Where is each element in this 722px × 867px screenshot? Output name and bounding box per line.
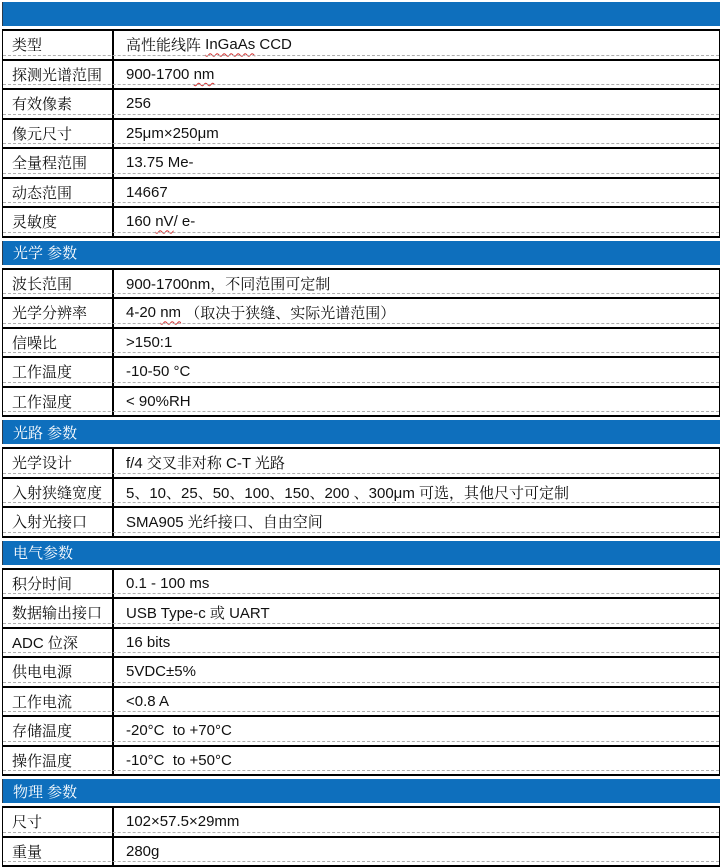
spec-label-cell [3,299,114,327]
section-title: 物理 参数 [13,783,78,801]
spec-value-text: SMA905 光纤接口、自由空间 [126,514,323,532]
spec-row [3,477,719,507]
spec-value-text: -20°C to +70°C [126,722,232,740]
spec-row [3,327,719,357]
spec-label-cell [3,449,114,477]
spec-label: 光学设计 [12,455,73,473]
spec-label: 数据输出接口 [12,605,103,623]
spec-label: 尺寸 [12,814,43,832]
misspelled-word: nm [160,304,182,322]
spec-value-cell [114,599,719,627]
spec-row [3,686,719,716]
spec-label: 工作湿度 [12,393,73,411]
misspelled-word: nV [155,213,174,231]
spec-value-text: 高性能线阵 [126,37,206,55]
spec-value-text: f/4 交叉非对称 C-T 光路 [126,455,285,473]
spec-value-cell [114,179,719,207]
spec-value-text: 102×57.5×29mm [126,813,240,831]
spec-label-cell [3,61,114,89]
spec-label: 光学分辨率 [12,305,88,323]
spec-value-cell [114,658,719,686]
spec-value-cell [114,329,719,357]
spec-value-text: 160 [126,213,156,231]
spec-label: 像元尺寸 [12,125,73,143]
spec-label-cell [3,717,114,745]
spec-label-cell [3,31,114,59]
spec-label: 类型 [12,37,43,55]
spec-value-text: CCD [255,36,292,54]
spec-row [3,59,719,89]
spec-row-group [2,29,720,238]
spec-row [3,268,719,298]
spec-label-cell [3,208,114,236]
spec-row [3,745,719,775]
spec-value-text: 25μm×250μm [126,124,219,142]
spec-value-cell [114,61,719,89]
spec-label: 波长范围 [12,275,73,293]
spec-row [3,627,719,657]
spec-label-cell [3,658,114,686]
spec-value-cell [114,479,719,507]
spec-value-text: 256 [126,95,152,113]
spec-row [3,356,719,386]
section-header-band [2,241,720,265]
spec-label-cell [3,179,114,207]
spec-label: 动态范围 [12,184,73,202]
spec-value-text: 900-1700nm，不同范围可定制 [126,275,331,293]
spec-value-text: 900-1700 [126,65,194,83]
spec-value-text: -10-50 °C [126,363,191,381]
spec-label-cell [3,838,114,866]
spec-value-text: （取决于狭缝、实际光谱范围） [181,305,396,323]
spec-value-text: 4-20 [126,304,161,322]
spec-row [3,715,719,745]
spec-label-cell [3,747,114,775]
spec-value-cell [114,449,719,477]
spec-label: ADC 位深 [12,634,78,652]
spec-value-cell [114,570,719,598]
spec-row [3,836,719,866]
section-title: 光学 参数 [13,245,78,262]
spec-label-cell [3,388,114,416]
spec-value-cell [114,299,719,327]
spec-row-group [2,447,720,538]
spec-value-text: / e- [173,213,196,231]
spec-value-cell [114,717,719,745]
spec-value-cell [114,208,719,236]
spec-label-cell [3,90,114,118]
spec-row [3,597,719,627]
spec-row [3,177,719,207]
spec-row-group [2,268,720,418]
misspelled-word: nm [193,65,215,83]
spec-value-text: -10°C to +50°C [126,751,232,769]
spec-row [3,118,719,148]
spec-row [3,656,719,686]
spec-value-text: 5、10、25、50、100、150、200 、300μm 可选，其他尺寸可定制 [126,484,569,502]
spec-label: 供电电源 [12,664,73,682]
spec-value-cell [114,149,719,177]
spec-label: 操作温度 [12,752,73,770]
spec-row [3,88,719,118]
spec-row [3,206,719,236]
spec-row [3,297,719,327]
section-header-band [2,779,720,803]
spec-row [3,568,719,598]
spec-value-cell [114,838,719,866]
spec-label: 信噪比 [12,334,58,352]
spec-label: 工作温度 [12,364,73,382]
spec-label: 探测光谱范围 [12,66,103,84]
spec-value-cell [114,688,719,716]
spec-label-cell [3,358,114,386]
spec-row [3,506,719,536]
spec-label-cell [3,120,114,148]
spec-label-cell [3,570,114,598]
spec-row [3,806,719,836]
spec-table [2,2,720,867]
spec-value-cell [114,629,719,657]
section-header-band [2,420,720,444]
spec-row-group [2,806,720,867]
section-title: 光路 参数 [13,424,78,442]
spec-value-cell [114,747,719,775]
spec-row [3,29,719,59]
section-title: 电气参数 [13,545,74,562]
spec-label-cell [3,270,114,298]
spec-label-cell [3,688,114,716]
table-top-header-band [2,2,720,26]
spec-label: 入射狭缝宽度 [12,484,103,502]
spec-value-text: USB Type-c 或 UART [126,605,270,623]
spec-value-text: 0.1 - 100 ms [126,574,210,592]
spec-label: 存储温度 [12,723,73,741]
section-header-band [2,541,720,565]
spec-label-cell [3,599,114,627]
misspelled-word: InGaAs [205,36,256,54]
spec-label: 全量程范围 [12,155,88,173]
spec-value-cell [114,90,719,118]
spec-label: 入射光接口 [12,514,88,532]
spec-label-cell [3,508,114,536]
spec-value-text: >150:1 [126,333,173,351]
spec-value-cell [114,270,719,298]
spec-value-cell [114,120,719,148]
spec-label: 工作电流 [12,693,73,711]
spec-value-text: 16 bits [126,633,171,651]
spec-value-cell [114,358,719,386]
spec-value-text: 13.75 Me- [126,154,194,172]
spec-value-cell [114,808,719,836]
spec-value-text: 280g [126,842,160,860]
spec-label-cell [3,479,114,507]
spec-row-group [2,568,720,777]
spec-label-cell [3,808,114,836]
spec-value-cell [114,31,719,59]
spec-value-text: < 90%RH [126,392,191,410]
spec-row [3,386,719,416]
spec-value-cell [114,388,719,416]
spec-row [3,147,719,177]
spec-label-cell [3,329,114,357]
spec-value-text: 14667 [126,183,168,201]
spec-label-cell [3,149,114,177]
spec-row [3,447,719,477]
spec-value-text: <0.8 A [126,692,169,710]
spec-label-cell [3,629,114,657]
spec-label: 灵敏度 [12,214,58,232]
spec-label: 有效像素 [12,96,73,114]
spec-label: 积分时间 [12,575,73,593]
spec-value-cell [114,508,719,536]
spec-value-text: 5VDC±5% [126,663,196,681]
spec-label: 重量 [12,843,43,861]
